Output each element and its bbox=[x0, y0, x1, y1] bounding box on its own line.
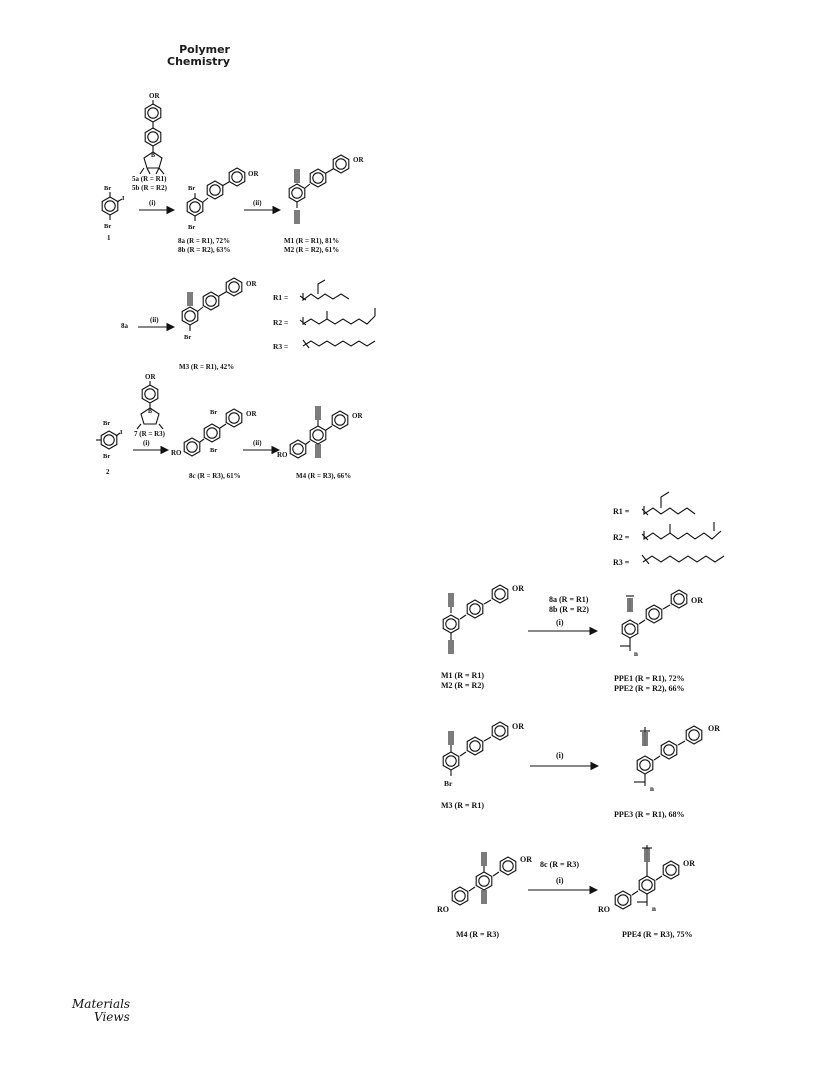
c8-ro: RO bbox=[171, 449, 182, 457]
compound-2 bbox=[96, 420, 123, 476]
s2r3-polymer-label: PPE4 (R = R3), 75% bbox=[622, 930, 693, 939]
product-M1: M1 (R = R1), 81% bbox=[284, 237, 340, 245]
r-group-legend-2 bbox=[613, 492, 724, 567]
scheme2 bbox=[437, 492, 724, 939]
cmpd1-iodo: I bbox=[122, 195, 125, 202]
s2r1-polymer-label bbox=[614, 674, 687, 693]
monomer-M4 bbox=[277, 406, 363, 480]
cmpd2-name: 2 bbox=[106, 468, 110, 476]
reagent-5a: 5a (R = R1) bbox=[132, 175, 167, 183]
svg-text:B: B bbox=[151, 153, 156, 159]
compound-1 bbox=[102, 185, 125, 242]
row3-arrow-ii bbox=[243, 439, 279, 450]
s2-r2-label: R2 = bbox=[613, 533, 630, 542]
m4-label: M4 (R = R3), 66% bbox=[296, 472, 352, 480]
s2r2-monomer-or: OR bbox=[512, 722, 524, 731]
s2r1-polymer-n: n bbox=[634, 650, 638, 658]
s2-row1 bbox=[441, 584, 703, 693]
m3-label: M3 (R = R1), 42% bbox=[179, 363, 235, 371]
cmpd8-br-top: Br bbox=[188, 185, 196, 192]
svg-text:B: B bbox=[148, 409, 153, 415]
c8-br-bottom: Br bbox=[210, 447, 218, 454]
s2-r3-label: R3 = bbox=[613, 558, 630, 567]
m3-or: OR bbox=[246, 280, 257, 288]
c8-label: 8c (R = R3), 61% bbox=[189, 472, 241, 480]
scheme1 bbox=[96, 92, 375, 480]
s2r3-polymer-ro: RO bbox=[598, 905, 610, 914]
s2-row2 bbox=[441, 722, 720, 819]
compound-8c bbox=[171, 409, 257, 480]
reagent7-label: 7 (R = R3) bbox=[134, 430, 166, 438]
c8-or: OR bbox=[246, 410, 257, 418]
s2r3-monomer-label: M4 (R = R3) bbox=[456, 930, 499, 939]
cmpd2-br-bottom: Br bbox=[103, 453, 111, 460]
r1-label: R1 = bbox=[273, 293, 289, 302]
product-M2: M2 (R = R2), 61% bbox=[284, 246, 340, 254]
m4-or: OR bbox=[352, 412, 363, 420]
r2-label: R2 = bbox=[273, 318, 289, 327]
m3-br: Br bbox=[184, 334, 192, 341]
arrow-step-ii bbox=[244, 199, 280, 210]
reagent-5-label bbox=[132, 175, 168, 192]
boronate-reagent-7 bbox=[134, 373, 166, 438]
m1-or: OR bbox=[353, 156, 364, 164]
s2-row3 bbox=[437, 845, 695, 939]
s2r2-monomer-br: Br bbox=[444, 779, 453, 788]
arrow-step-i bbox=[139, 199, 174, 210]
r-group-legend-1 bbox=[273, 280, 375, 351]
product-8a: 8a (R = R1), 72% bbox=[178, 237, 231, 245]
cmpd8-or: OR bbox=[248, 170, 259, 178]
s2r2-polymer-label: PPE3 (R = R1), 68% bbox=[614, 810, 685, 819]
s2r1-reagent-8b: 8b (R = R2) bbox=[549, 605, 589, 614]
row2-start-label: 8a bbox=[121, 322, 128, 330]
product-8-labels bbox=[178, 237, 232, 254]
s2r2-step: (i) bbox=[556, 751, 564, 760]
materials-views-logo bbox=[72, 998, 142, 1024]
product-8b: 8b (R = R2), 63% bbox=[178, 246, 231, 254]
s2r1-ppe1: PPE1 (R = R1), 72% bbox=[614, 674, 685, 683]
s2r1-monomer-or: OR bbox=[512, 584, 524, 593]
s2r2-polymer-or: OR bbox=[708, 724, 720, 733]
s2r1-reagents bbox=[549, 595, 590, 614]
s2r2-polymer-n: n bbox=[650, 785, 654, 793]
compound-8 bbox=[178, 168, 259, 254]
monomer-M1-M2 bbox=[284, 155, 364, 254]
s2r1-m2: M2 (R = R2) bbox=[441, 681, 484, 690]
s2-r1-label: R1 = bbox=[613, 507, 630, 516]
journal-name-line1: Polymer bbox=[179, 43, 230, 56]
logo-line1: Materials bbox=[72, 997, 131, 1011]
s2r3-reagent: 8c (R = R3) bbox=[540, 860, 579, 869]
product-M-labels bbox=[284, 237, 341, 254]
s2r1-ppe2: PPE2 (R = R2), 66% bbox=[614, 684, 685, 693]
s2r1-m1: M1 (R = R1) bbox=[441, 671, 484, 680]
reagent7-or: OR bbox=[145, 373, 156, 381]
cmpd2-iodo: I bbox=[120, 429, 123, 436]
row2-step-label: (ii) bbox=[150, 316, 159, 324]
s2r1-step: (i) bbox=[556, 618, 564, 627]
s2r2-monomer-label: M3 (R = R1) bbox=[441, 801, 484, 810]
cmpd8-br-bottom: Br bbox=[188, 224, 196, 231]
s2r1-monomer-label bbox=[441, 671, 486, 690]
s2r3-monomer-or: OR bbox=[520, 855, 532, 864]
cmpd1-br-top: Br bbox=[104, 185, 112, 192]
m4-ro: RO bbox=[277, 451, 288, 459]
row3-step-i-label: (i) bbox=[143, 439, 150, 447]
cmpd1-name: 1 bbox=[107, 234, 111, 242]
s2r3-polymer-n: n bbox=[652, 905, 656, 913]
step-ii-label: (ii) bbox=[253, 199, 262, 207]
boronate-reagent-5 bbox=[132, 92, 168, 192]
row3-step-ii-label: (ii) bbox=[253, 439, 262, 447]
s2r3-step: (i) bbox=[556, 876, 564, 885]
cmpd1-br-bottom: Br bbox=[104, 223, 112, 230]
s2r3-monomer-ro: RO bbox=[437, 905, 449, 914]
row3-arrow-i bbox=[133, 439, 168, 450]
row2-8a-to-M3 bbox=[121, 278, 257, 371]
logo-line2: Views bbox=[94, 1010, 130, 1024]
cmpd2-br-top: Br bbox=[103, 420, 111, 427]
r3-label: R3 = bbox=[273, 342, 289, 351]
journal-name-line2: Chemistry bbox=[167, 55, 230, 68]
s2r3-polymer-or: OR bbox=[683, 859, 695, 868]
reagent-5b: 5b (R = R2) bbox=[132, 184, 167, 192]
step-i-label: (i) bbox=[149, 199, 156, 207]
c8-br-top: Br bbox=[210, 409, 218, 416]
boronate-or-label: OR bbox=[149, 92, 160, 100]
s2r1-reagent-8a: 8a (R = R1) bbox=[549, 595, 589, 604]
s2r1-polymer-or: OR bbox=[691, 596, 703, 605]
